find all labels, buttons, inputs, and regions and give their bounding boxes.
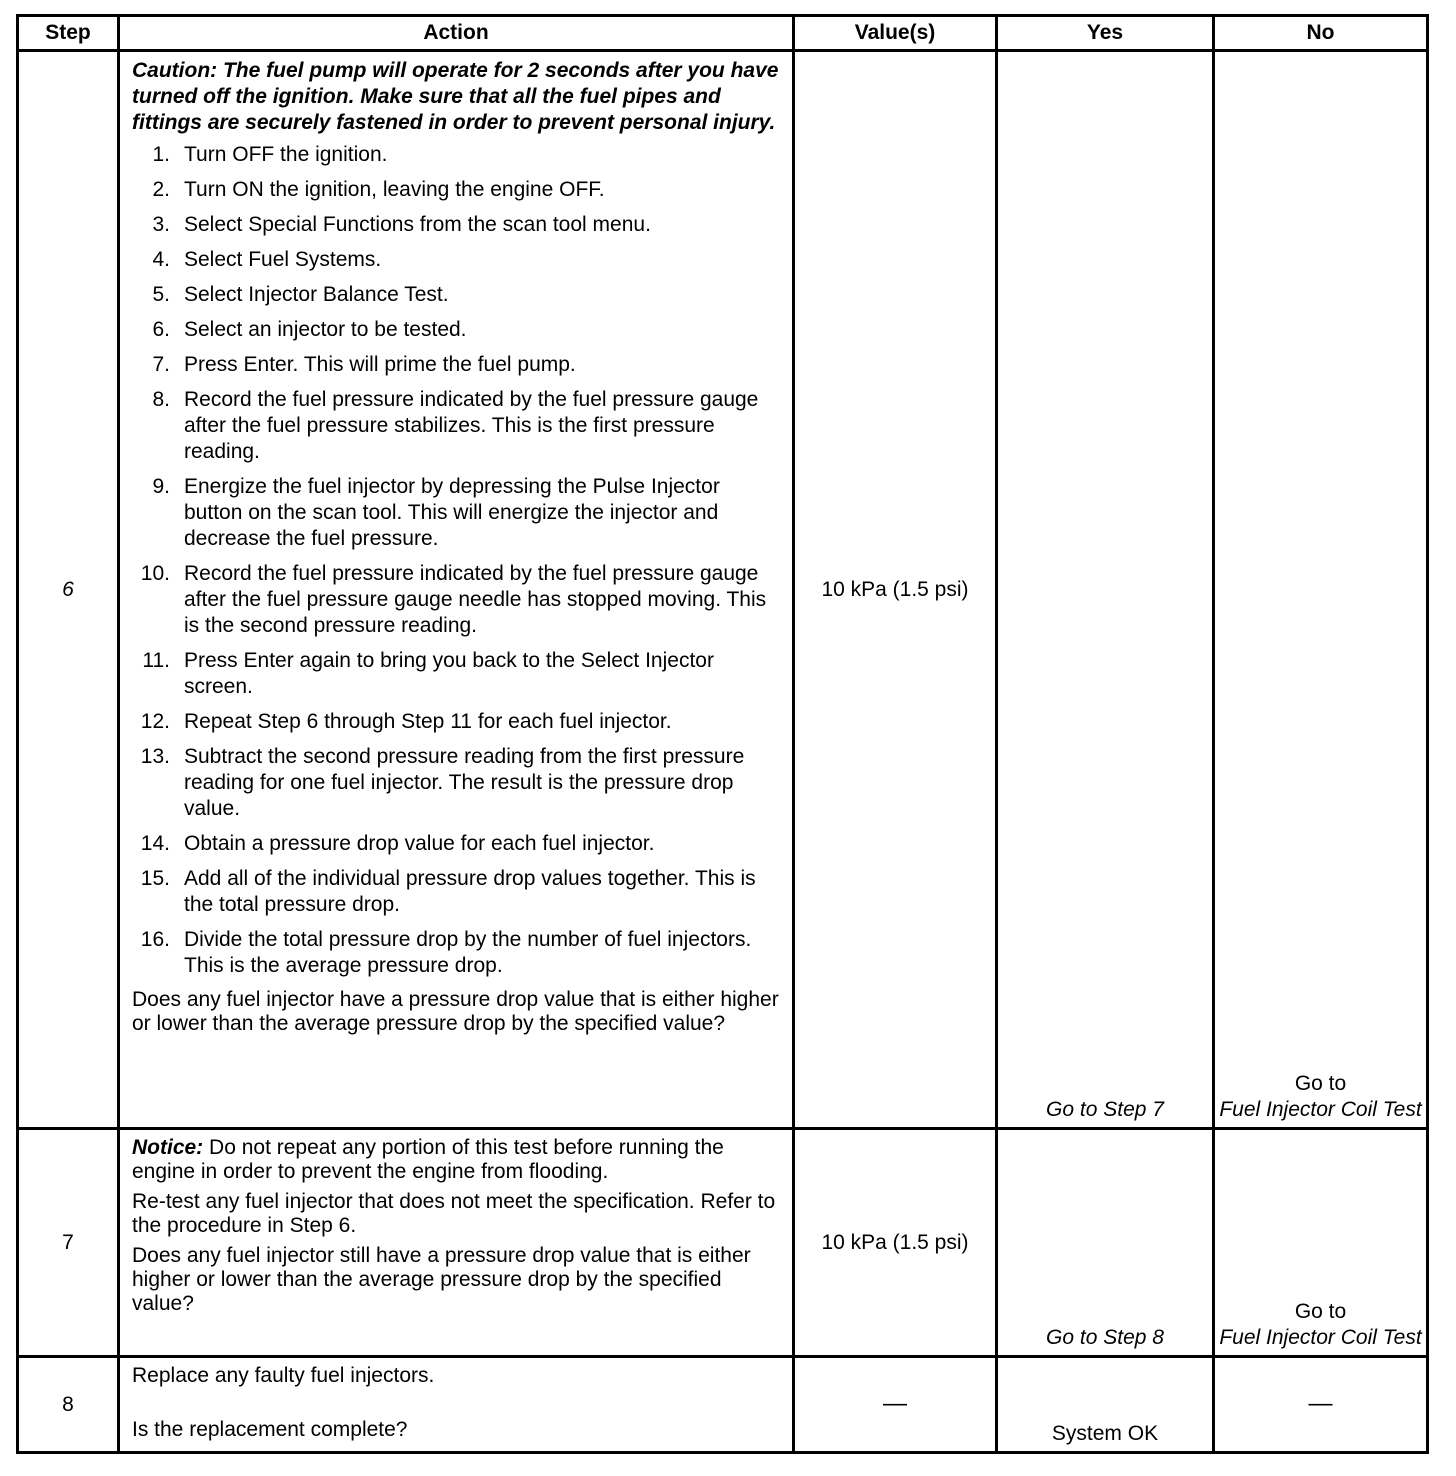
list-item <box>132 927 784 979</box>
notice-label: Notice: <box>132 1136 204 1159</box>
header-row <box>18 16 1428 51</box>
no-cell <box>1214 1357 1428 1453</box>
list-item-text: Select Fuel Systems. <box>184 248 382 271</box>
no-prefix: Go to <box>1294 1300 1347 1323</box>
list-item-number: 7. <box>152 353 170 376</box>
list-item <box>132 709 784 735</box>
diagnostic-table <box>16 14 1429 1454</box>
action-cell <box>119 1357 794 1453</box>
step-number: 6 <box>18 51 119 1129</box>
list-item <box>132 212 784 238</box>
step-number: 7 <box>18 1129 119 1357</box>
no-link[interactable]: Fuel Injector Coil Test <box>1219 1098 1422 1121</box>
list-item-text: Obtain a pressure drop value for each fuel injector. <box>184 832 655 855</box>
list-item-number: 14. <box>140 832 170 855</box>
list-item <box>132 387 784 465</box>
no-cell <box>1214 1129 1428 1357</box>
list-item-number: 2. <box>152 178 170 201</box>
list-item <box>132 648 784 700</box>
yes-cell <box>997 1357 1214 1453</box>
list-item <box>132 317 784 343</box>
list-item-text: Turn OFF the ignition. <box>184 143 388 166</box>
yes-cell <box>997 1129 1214 1357</box>
list-item-text: Select Special Functions from the scan tool menu. <box>184 213 651 236</box>
caution-text: Caution: The fuel pump will operate for 2 seconds after you have turned off the ignition. Make sure that all the fuel pipes and fittings are securely fastened in order to prevent personal injury. <box>132 59 779 134</box>
list-item-text: Add all of the individual pressure drop values together. This is the total pressure drop. <box>184 867 756 916</box>
list-item <box>132 831 784 857</box>
list-item-text: Turn ON the ignition, leaving the engine OFF. <box>184 178 605 201</box>
list-item-text: Repeat Step 6 through Step 11 for each fuel injector. <box>184 710 672 733</box>
list-item-number: 13. <box>140 745 170 768</box>
table-row-step-7 <box>18 1129 1428 1357</box>
list-item <box>132 352 784 378</box>
list-item-text: Energize the fuel injector by depressing the Pulse Injector button on the scan tool. This will energize the injector and decrease the fuel pressure. <box>184 475 720 550</box>
table-row-step-8 <box>18 1357 1428 1453</box>
header-step: Step <box>18 16 119 51</box>
yes-cell <box>997 51 1214 1129</box>
yes-link[interactable]: Go to Step 8 <box>1046 1326 1164 1349</box>
list-item-number: 5. <box>152 283 170 306</box>
list-item <box>132 177 784 203</box>
list-item <box>132 474 784 552</box>
list-item-text: Press Enter again to bring you back to the Select Injector screen. <box>184 649 714 698</box>
step-number: 8 <box>18 1357 119 1453</box>
list-item-number: 8. <box>152 388 170 411</box>
retest-text: Re-test any fuel injector that does not meet the specification. Refer to the procedure in Step 6. <box>132 1190 776 1237</box>
notice-body: Do not repeat any portion of this test before running the engine in order to prevent the engine from flooding. <box>132 1136 724 1183</box>
header-action: Action <box>119 16 794 51</box>
list-item-text: Record the fuel pressure indicated by the fuel pressure gauge after the fuel pressure gauge needle has stopped moving. This is the second pressure reading. <box>184 562 767 637</box>
list-item-number: 11. <box>142 649 170 672</box>
action-cell <box>119 1129 794 1357</box>
list-item-number: 16. <box>140 928 170 951</box>
list-item-number: 15. <box>140 867 170 890</box>
value-dash: — <box>883 1390 907 1417</box>
no-cell <box>1214 51 1428 1129</box>
list-item-number: 3. <box>152 213 170 236</box>
header-values: Value(s) <box>794 16 997 51</box>
value-cell: 10 kPa (1.5 psi) <box>794 1129 997 1357</box>
value-cell: 10 kPa (1.5 psi) <box>794 51 997 1129</box>
list-item-text: Record the fuel pressure indicated by the fuel pressure gauge after the fuel pressure stabilizes. This is the first pressure reading. <box>184 388 759 463</box>
procedure-list <box>132 142 784 979</box>
list-item-text: Divide the total pressure drop by the number of fuel injectors. This is the average pressure drop. <box>184 928 752 977</box>
list-item-number: 1. <box>152 143 170 166</box>
list-item-text: Select an injector to be tested. <box>184 318 467 341</box>
list-item-number: 6. <box>152 318 170 341</box>
question-text: Is the replacement complete? <box>132 1418 408 1441</box>
no-dash: — <box>1308 1390 1333 1417</box>
list-item <box>132 282 784 308</box>
list-item-number: 12. <box>140 710 170 733</box>
list-item-text: Subtract the second pressure reading from the first pressure reading for one fuel injector. The result is the pressure drop value. <box>184 745 745 820</box>
table-row-step-6 <box>18 51 1428 1129</box>
list-item <box>132 247 784 273</box>
list-item-number: 9. <box>152 475 170 498</box>
notice-text <box>132 1136 784 1184</box>
list-item <box>132 142 784 168</box>
list-item-text: Press Enter. This will prime the fuel pump. <box>184 353 576 376</box>
list-item-number: 4. <box>152 248 170 271</box>
list-item <box>132 561 784 639</box>
question-text: Does any fuel injector have a pressure drop value that is either higher or lower than the average pressure drop by the specified value? <box>132 988 779 1035</box>
list-item-text: Select Injector Balance Test. <box>184 283 449 306</box>
question-text: Does any fuel injector still have a pressure drop value that is either higher or lower than the average pressure drop by the specified value? <box>132 1244 751 1315</box>
list-item <box>132 744 784 822</box>
action-cell <box>119 51 794 1129</box>
list-item <box>132 866 784 918</box>
yes-text: System OK <box>1051 1422 1159 1445</box>
yes-link[interactable]: Go to Step 7 <box>1046 1098 1164 1121</box>
no-link[interactable]: Fuel Injector Coil Test <box>1219 1326 1422 1349</box>
list-item-number: 10. <box>140 562 170 585</box>
header-no: No <box>1214 16 1428 51</box>
action-text: Replace any faulty fuel injectors. <box>132 1364 435 1387</box>
value-cell <box>794 1357 997 1453</box>
header-yes: Yes <box>997 16 1214 51</box>
no-prefix: Go to <box>1294 1072 1347 1095</box>
